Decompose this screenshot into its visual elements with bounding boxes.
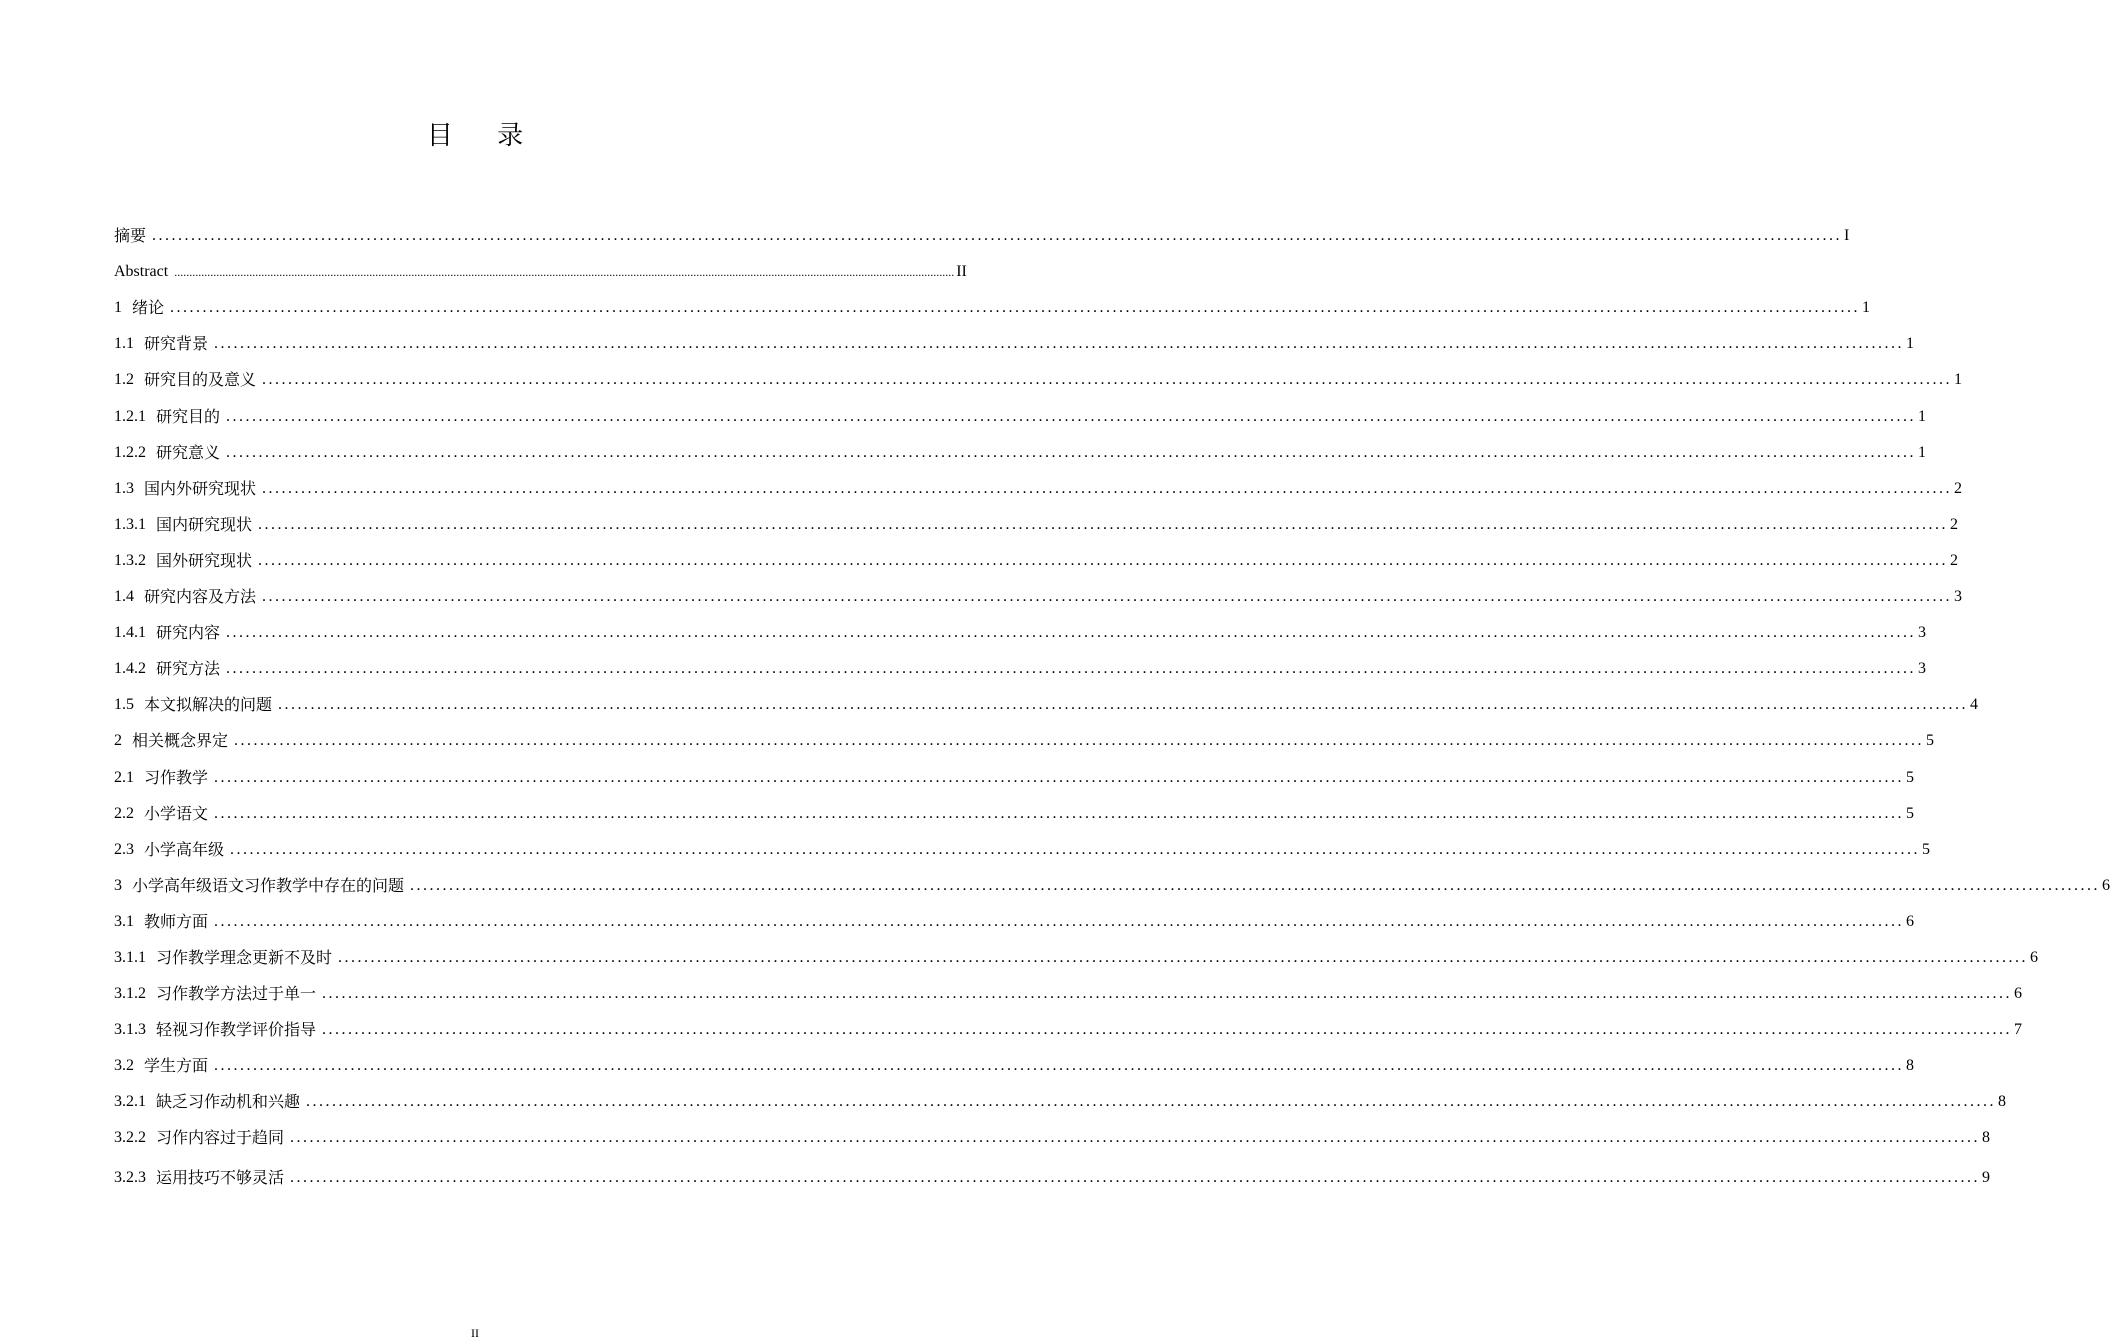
toc-entry[interactable] [114,1004,2023,1040]
toc-entry[interactable] [114,427,1927,463]
dot-leader: .................................................................................................................................................................................................................................................................... [262,479,1953,497]
toc-page-number: 6 [2102,876,2110,894]
toc-entry-title: 相关概念界定 [132,731,229,751]
toc-section-number: 1.3.2 [114,551,146,569]
toc-section-number: 3 [114,876,122,894]
toc-entry-title: 研究内容及方法 [144,587,257,607]
toc-entry-title: 习作教学理念更新不及时 [156,947,333,967]
toc-page-number: 1 [1862,299,1871,317]
toc-entry[interactable] [114,788,1915,824]
dot-leader: .................................................................................................................................................................................................................................................................... [226,407,1917,425]
dot-leader: .................................................................................................................................................................................................................................................................... [338,948,2029,966]
dot-leader: .................................................................................................................................................................................................................................................................... [258,551,1949,569]
dot-leader: .................................................................................................................................................................................................................................................................... [214,912,1905,930]
toc-entry[interactable] [114,860,2110,896]
toc-entry-title: 研究背景 [144,334,209,354]
toc-page-number: 7 [2014,1021,2023,1039]
toc-section-number: 2.2 [114,804,134,822]
toc-page-number: 6 [2014,985,2023,1003]
toc-entry[interactable] [114,246,967,282]
toc-entry[interactable] [114,751,1915,787]
toc-entry-title: 绪论 [132,298,165,318]
toc-section-number: 3.2.2 [114,1129,146,1147]
toc-page-number: 6 [1906,912,1915,930]
dot-leader: .................................................................................................................................................................................................................................................................... [226,624,1917,642]
toc-entry-title: 轻视习作教学评价指导 [156,1020,317,1040]
toc-page-number: 6 [2030,948,2039,966]
toc-section-number: 1.4 [114,588,134,606]
dot-leader: .................................................................................................................................................................................................................................................................... [234,732,1925,750]
toc-section-number: 3.2 [114,1057,134,1075]
toc-page-number: 1 [1906,335,1915,353]
toc-section-number: 3.1.1 [114,948,146,966]
toc-section-number: 1.3 [114,479,134,497]
dot-leader: .................................................................................................................................................................................................................................................................... [290,1169,1981,1187]
toc-entry[interactable] [114,643,1927,679]
toc-page-number: 3 [1954,588,1963,606]
toc-entry[interactable] [114,354,1963,390]
toc-entry[interactable] [114,282,1871,318]
toc-section-number: 2.1 [114,768,134,786]
toc-entry-title: 小学高年级语文习作教学中存在的问题 [132,875,405,895]
dot-leader: .................................................................................................................................................................................................................................................................... [290,1129,1981,1147]
toc-entry-title: 研究目的 [156,406,221,426]
toc-section-number: 3.1 [114,912,134,930]
toc-section-number: 1.5 [114,696,134,714]
dot-leader: .................................................................................................................................................................................................................................................................... [306,1093,1997,1111]
toc-entry-title: 习作内容过于趋同 [156,1128,285,1148]
toc-page-number: I [1844,227,1850,245]
toc-entry-title: 国内外研究现状 [144,478,257,498]
toc-entry[interactable] [114,318,1915,354]
toc-section-number: 2 [114,732,122,750]
dot-leader: .................................................................................................................................................................................................................................................................... [322,985,2013,1003]
toc-entry[interactable] [114,896,1915,932]
toc-entry[interactable] [114,1040,1915,1076]
toc-entry[interactable] [114,679,1979,715]
toc-entry[interactable] [114,390,1927,426]
toc-entry[interactable] [114,968,2023,1004]
toc-entry-title: 小学高年级 [144,839,225,859]
toc-entry-title: 摘要 [114,226,147,246]
toc-entry[interactable] [114,932,2039,968]
toc-section-number: 3.2.1 [114,1093,146,1111]
toc-entry-title: 国外研究现状 [156,550,253,570]
toc-section-number: 1 [114,299,122,317]
toc-entry-title: 习作教学 [144,767,209,787]
dot-leader: .................................................................................................................................................................................................................................................................... [226,443,1917,461]
toc-section-number: 3.1.2 [114,985,146,1003]
toc-entry-title: 研究目的及意义 [144,370,257,390]
toc-entry[interactable] [114,535,1959,571]
dot-leader: .................................................................................................................................................................................................................................................................... [278,696,1969,714]
toc-entry[interactable] [114,499,1959,535]
toc-entry-title: 研究内容 [156,623,221,643]
toc-entry[interactable] [114,463,1963,499]
toc-section-number: 3.2.3 [114,1169,146,1187]
toc-entry[interactable] [114,210,1850,246]
toc-entry-title: Abstract [114,263,169,281]
toc-page-number: 5 [1906,768,1915,786]
toc-section-number: 1.4.1 [114,624,146,642]
dot-leader: .................................................................................................................................................................................................................................................................... [214,804,1905,822]
dot-leader: .................................................................................................................................................................................................................................................................... [262,588,1953,606]
toc-page-number: 5 [1922,840,1931,858]
toc-entry-title: 研究方法 [156,659,221,679]
dot-leader: .................................................................................................................................................................................................................................................................... [410,876,2101,894]
toc-entry-title: 习作教学方法过于单一 [156,984,317,1004]
dot-leader: .................................................................................................................................................................................................................................................................... [214,335,1905,353]
dot-leader: .................................................................................................................................................................................................................................................................... [214,1057,1905,1075]
toc-page-number: 1 [1918,407,1927,425]
dot-leader: .................................................................................................................................................................................................................................................................... [174,265,955,280]
toc-entry-title: 研究意义 [156,442,221,462]
dot-leader: .................................................................................................................................................................................................................................................................... [258,515,1949,533]
toc-entry[interactable] [114,1112,1991,1148]
toc-page-number: 3 [1918,624,1927,642]
toc-page-number: 2 [1950,551,1959,569]
dot-leader: .................................................................................................................................................................................................................................................................... [214,768,1905,786]
toc-entry[interactable] [114,607,1927,643]
dot-leader: .................................................................................................................................................................................................................................................................... [152,227,1843,245]
toc-page-number: II [956,263,967,281]
toc-section-number: 1.3.1 [114,515,146,533]
toc-entry[interactable] [114,824,1931,860]
toc-entry-title: 缺乏习作动机和兴趣 [156,1092,301,1112]
toc-page-number: 2 [1950,515,1959,533]
toc-entry[interactable] [114,571,1963,607]
toc-page-number: 4 [1970,696,1979,714]
toc-section-number: 1.4.2 [114,660,146,678]
toc-page-number: 1 [1918,443,1927,461]
dot-leader: .................................................................................................................................................................................................................................................................... [230,840,1921,858]
toc-entry-title: 小学语文 [144,803,209,823]
toc-entry-title: 国内研究现状 [156,514,253,534]
toc-entry[interactable] [114,1076,2007,1112]
toc-entry[interactable] [114,715,1935,751]
toc-section-number: 3.1.3 [114,1021,146,1039]
toc-section-number: 1.2 [114,371,134,389]
toc-entry[interactable] [114,1148,1991,1188]
toc-entry-title: 本文拟解决的问题 [144,695,273,715]
toc-section-number: 1.1 [114,335,134,353]
toc-page-number: 8 [1906,1057,1915,1075]
toc-section-number: 2.3 [114,840,134,858]
toc-page-number: 3 [1918,660,1927,678]
toc-page-number: 9 [1982,1169,1991,1187]
dot-leader: .................................................................................................................................................................................................................................................................... [226,660,1917,678]
toc-entry-title: 运用技巧不够灵活 [156,1168,285,1188]
toc-entry-title: 教师方面 [144,911,209,931]
toc-page-number: 8 [1998,1093,2007,1111]
toc-page-number: 5 [1906,804,1915,822]
toc-page-number: 2 [1954,479,1963,497]
toc-section-number: 1.2.2 [114,443,146,461]
toc-page-number: 5 [1926,732,1935,750]
toc-page-number: 1 [1954,371,1963,389]
page-number: II [471,1326,479,1340]
dot-leader: .................................................................................................................................................................................................................................................................... [322,1021,2013,1039]
dot-leader: .................................................................................................................................................................................................................................................................... [262,371,1953,389]
toc-page-number: 8 [1982,1129,1991,1147]
dot-leader: .................................................................................................................................................................................................................................................................... [170,299,1861,317]
page-title: 目 录 [426,121,542,151]
toc-section-number: 1.2.1 [114,407,146,425]
toc-entry-title: 学生方面 [144,1056,209,1076]
table-of-contents [114,210,2110,1188]
